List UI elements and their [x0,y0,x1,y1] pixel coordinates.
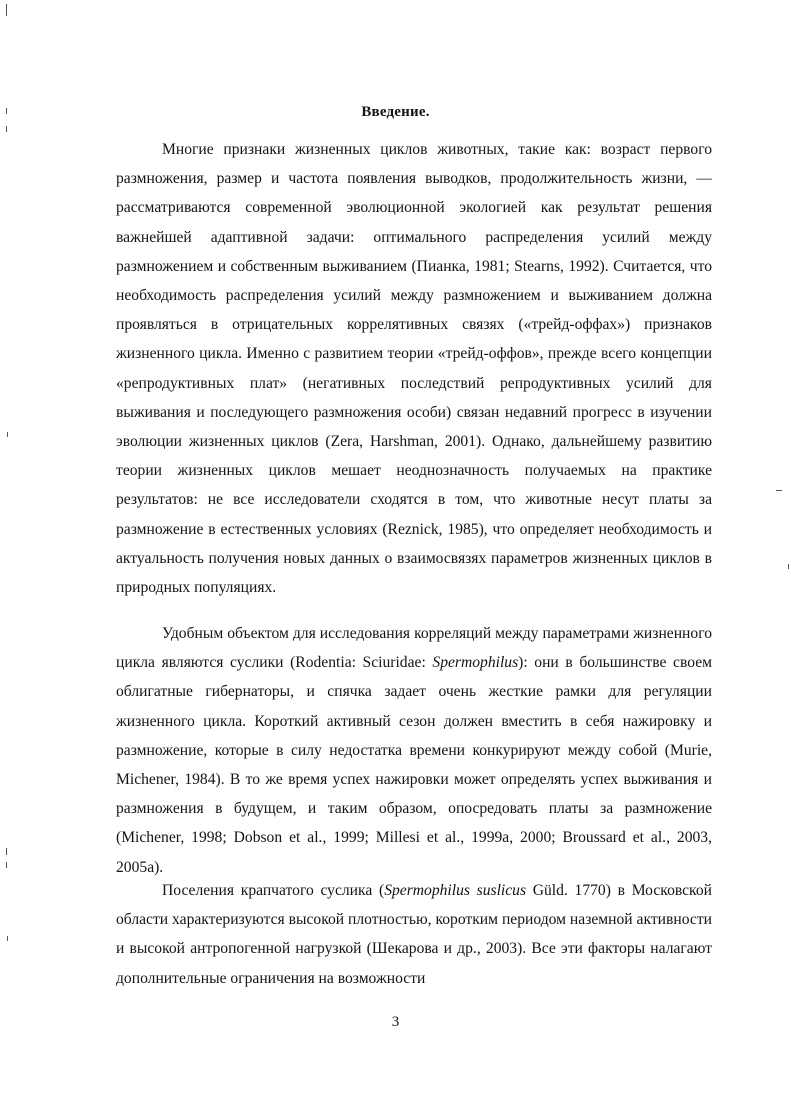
paragraph-3 [116,876,712,993]
scan-mark [7,432,8,437]
italic-text: Spermophilus [432,654,519,672]
italic-text: Spermophilus suslicus [384,882,527,899]
paragraph-text: Удобным объектом для исследования корреляций между параметрами жизненного цикла являются суслики (Rodentia: Sciuridae: [116,625,712,672]
scan-mark [6,126,7,132]
scan-mark [6,848,7,855]
scan-mark [6,4,7,16]
paragraph-1 [116,135,712,602]
scan-mark [7,936,8,941]
paragraph-text: Güld. 1770) в Московской области характеризуются высокой плотностью, коротким периодом наземной активности и высокой антропогенной нагрузкой (Шекарова и др., 2003). Все эти факторы налагают дополнительные ограничения на возможности [116,882,712,987]
page-number: 3 [391,1014,400,1030]
scan-mark [6,862,7,868]
scan-mark [776,490,782,491]
paragraph-text: Многие признаки жизненных циклов животных, такие как: возраст первого размножения, размер и частота появления выводков, продолжительность жизни, — рассматриваются современной эволюционной экологией как результат решения важнейшей адаптивной задачи: оптимального распределения усилий между размножением и собственным выживанием (Пианка, 1981; Stearns, 1992). Считается, что необходимость распределения усилий между размножением и выживанием должна проявляться в отрицательных коррелятивных связях («трейд-оффах») признаков жизненного цикла. Именно с развитием теории «трейд-оффов», прежде всего концепции «репродуктивных плат» (негативных последствий репродуктивных усилий для выживания и последующего размножения особи) связан недавний прогресс в изучении эволюции жизненных циклов (Zera, Harshman, 2001). Однако, дальнейшему развитию теории жизненных циклов мешает неоднозначность получаемых на практике результатов: не все исследователи сходятся в том, что животные несут платы за размножение в естественных условиях (Reznick, 1985), что определяет необходимость и актуальность получения новых данных о взаимосвязях параметров жизненных циклов в природных популяциях. [116,141,712,597]
paragraph-text: ): они в большинстве своем облигатные гибернаторы, и спячка задает очень жесткие рамки для регуляции жизненного цикла. Короткий активный сезон должен вместить в себя нажировку и размножение, которые в силу недостатка времени конкурируют между собой (Murie, Michener, 1984). В то же время успех нажировки может определять успех выживания и размножения в будущем, и таким образом, опосредовать платы за размножение (Michener, 1998; Dobson et al., 1999; Millesi et al., 1999a, 2000; Broussard et al., 2003, 2005a). [116,654,712,876]
paragraph-2 [116,619,712,882]
paragraph-text: Поселения крапчатого суслика ( [162,882,385,899]
page-title: Введение. [361,104,430,120]
scan-mark [788,564,789,569]
